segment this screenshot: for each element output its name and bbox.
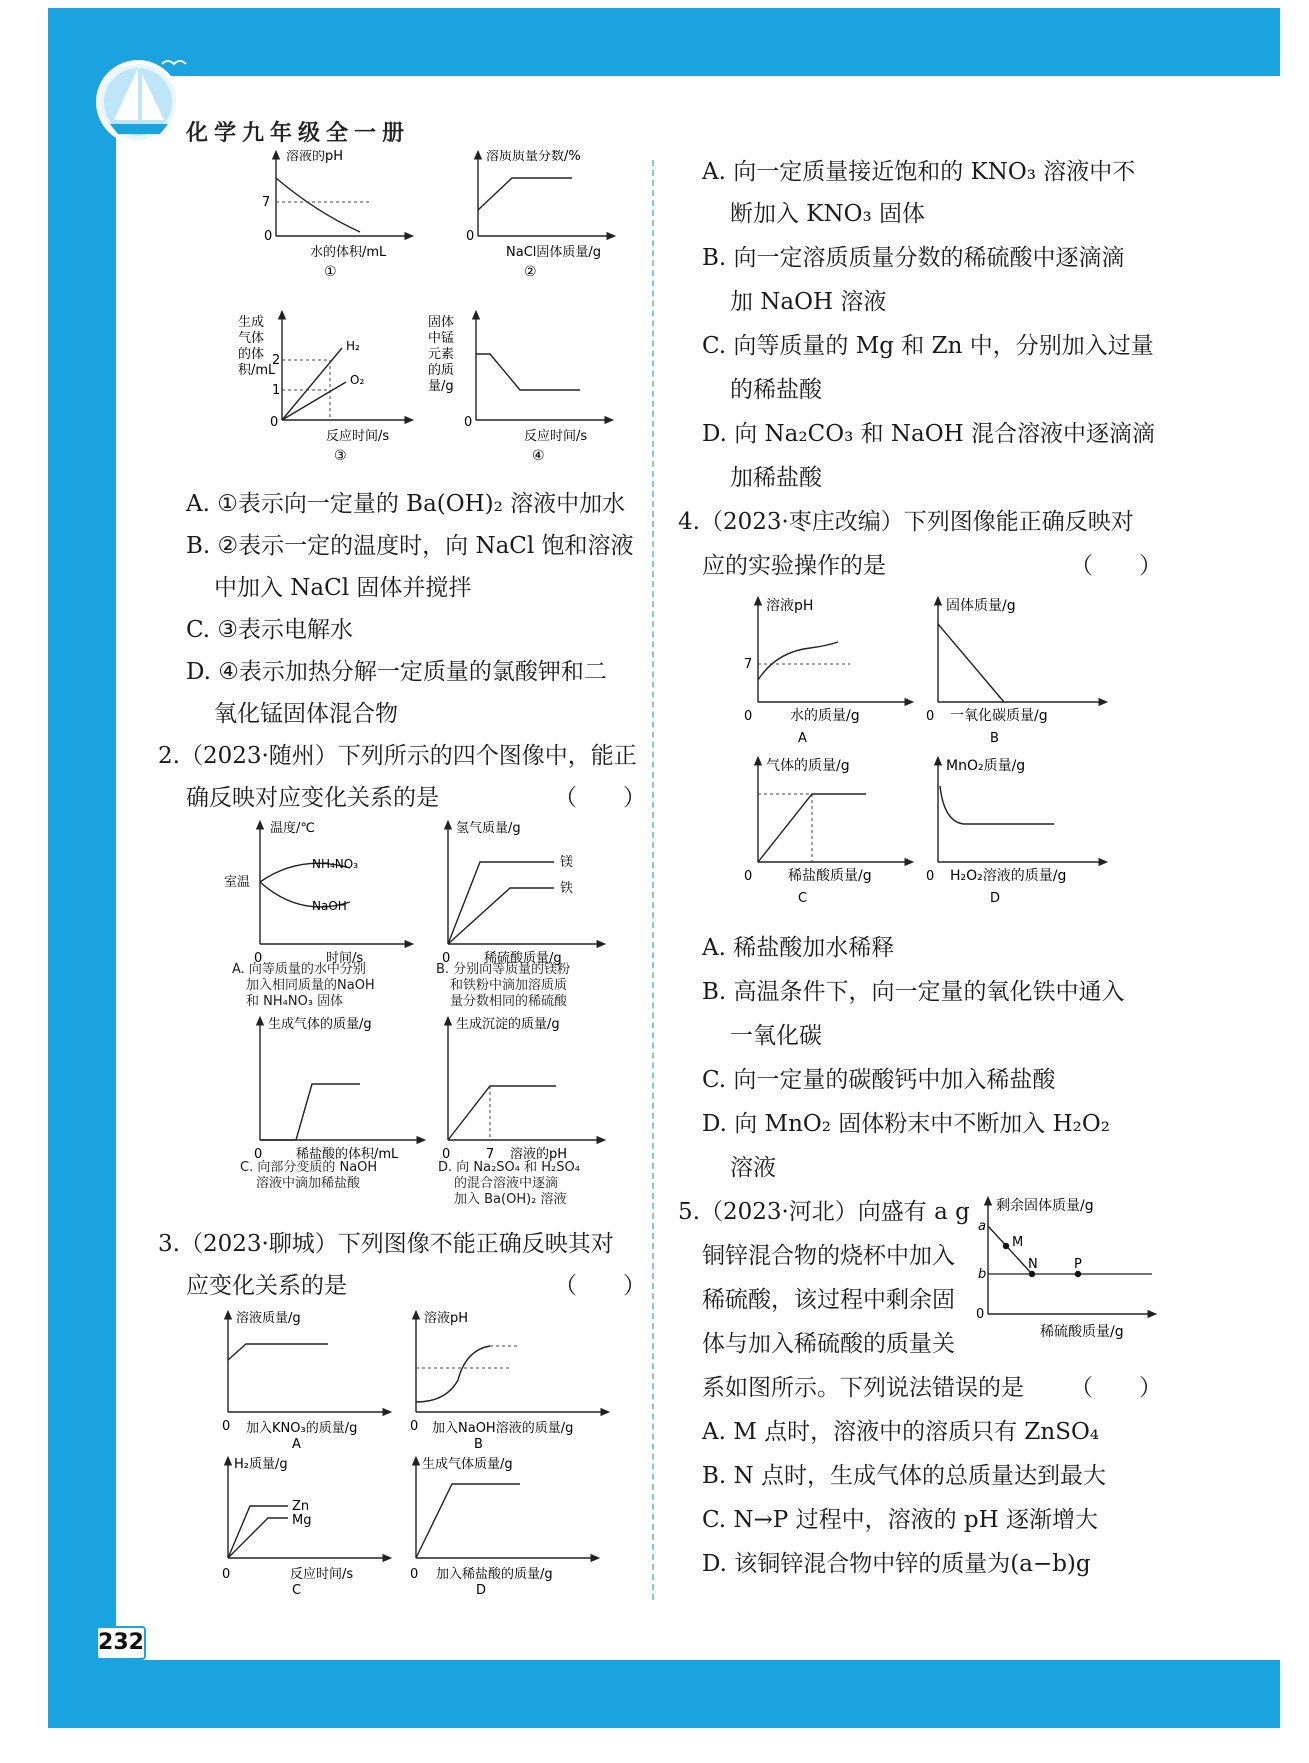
q3cd-origin: 0	[410, 1567, 419, 1582]
q5-option-a: A. M 点时，溶液中的溶质只有 ZnSO₄	[702, 1419, 1100, 1445]
q2cb-xlabel: 稀硫酸质量/g	[484, 951, 562, 966]
q2cd-caption-1: D. 向 Na₂SO₄ 和 H₂SO₄	[438, 1160, 580, 1175]
q2ca-caption-1: A. 向等质量的水中分别	[232, 962, 366, 977]
q2cb-ylabel: 氢气质量/g	[456, 821, 521, 836]
q3cd-letter: D	[476, 1583, 487, 1594]
q5-option-d: D. 该铜锌混合物中锌的质量为(a−b)g	[702, 1551, 1091, 1577]
q1-option-a: A. ①表示向一定量的 Ba(OH)₂ 溶液中加水	[186, 491, 626, 517]
q2ca-caption-3: 和 NH₄NO₃ 固体	[246, 994, 344, 1009]
q4-option-b-line2: 一氧化碳	[730, 1023, 822, 1049]
q5c-origin: 0	[976, 1307, 985, 1322]
q4-stem-line2: 应的实验操作的是	[702, 553, 886, 579]
q1c4-ylabel-3: 元素	[428, 347, 455, 362]
q5-stem-line1: 5.（2023·河北）向盛有 a g	[678, 1199, 970, 1225]
q5c-label-n: N	[1028, 1257, 1038, 1272]
q2ca-ref: 室温	[224, 875, 251, 890]
q1-option-c: C. ③表示电解水	[186, 617, 354, 643]
q1c4-origin: 0	[464, 415, 473, 430]
q5-option-b: B. N 点时，生成气体的总质量达到最大	[702, 1463, 1106, 1489]
q1-chart-3	[230, 310, 420, 470]
q5-stem-line3: 稀硫酸，该过程中剩余固	[702, 1287, 955, 1313]
q2cb-caption-1: B. 分别向等质量的镁粉	[436, 962, 571, 977]
column-divider	[652, 160, 654, 1600]
q4-option-d-line1: D. 向 MnO₂ 固体粉末中不断加入 H₂O₂	[702, 1111, 1110, 1137]
q3ca-origin: 0	[222, 1419, 231, 1434]
sailboat-logo-icon	[92, 50, 192, 150]
q3cc-series-zn: Zn	[292, 1499, 310, 1514]
q4ca-ylabel: 溶液pH	[766, 598, 814, 614]
q1c4-ylabel-5: 量/g	[428, 379, 454, 394]
q2cd-tick-7: 7	[486, 1147, 495, 1162]
q4cd-ylabel: MnO₂质量/g	[946, 758, 1026, 774]
q4ca-letter: A	[798, 731, 807, 746]
q3-chart-d	[406, 1454, 626, 1594]
q4cc-xlabel: 稀盐酸质量/g	[788, 868, 872, 884]
q3-option-d-line2: 加稀盐酸	[730, 465, 822, 491]
q5-stem-line5: 系如图所示。下列说法错误的是	[702, 1375, 1024, 1401]
q3-option-c-line1: C. 向等质量的 Mg 和 Zn 中，分别加入过量	[702, 333, 1154, 359]
q1c4-xlabel: 反应时间/s	[524, 429, 588, 444]
q4-option-c: C. 向一定量的碳酸钙中加入稀盐酸	[702, 1067, 1056, 1093]
q3cd-xlabel: 加入稀盐酸的质量/g	[436, 1567, 553, 1582]
q1c1-origin: 0	[264, 229, 273, 244]
q4-option-d-line2: 溶液	[730, 1155, 776, 1181]
q1c2-ylabel: 溶质质量分数/%	[486, 150, 581, 164]
q2cb-caption-3: 量分数相同的稀硫酸	[450, 994, 568, 1009]
left-banner	[48, 8, 116, 1728]
q3cb-ylabel: 溶液pH	[424, 1311, 469, 1326]
q3-option-a-line2: 断加入 KNO₃ 固体	[730, 201, 926, 227]
q1c4-number: ④	[532, 448, 545, 464]
q1c1-ylabel: 溶液的pH	[286, 150, 344, 164]
q1c4-ylabel-1: 固体	[428, 315, 455, 330]
q4-option-a: A. 稀盐酸加水稀释	[702, 935, 895, 961]
q4cb-letter: B	[990, 731, 999, 746]
q2cb-series-mg: 镁	[560, 855, 574, 870]
q2ca-series-2: NaOH	[312, 899, 347, 913]
q1-option-b-line2: 中加入 NaCl 固体并搅拌	[214, 575, 472, 601]
q4-option-b-line1: B. 高温条件下，向一定量的氧化铁中通入	[702, 979, 1125, 1005]
q2cd-ylabel: 生成沉淀的质量/g	[456, 1017, 560, 1032]
q2cc-xlabel: 稀盐酸的体积/mL	[296, 1147, 399, 1162]
q1c2-xlabel: NaCl固体质量/g	[506, 245, 602, 260]
q1c3-series-h2: H₂	[346, 339, 360, 353]
q1c3-tick-2: 2	[272, 353, 281, 368]
page-number: 232	[96, 1626, 146, 1660]
q4cc-ylabel: 气体的质量/g	[766, 758, 850, 774]
q3-option-a-line1: A. 向一定质量接近饱和的 KNO₃ 溶液中不	[702, 159, 1136, 185]
q5c-tick-a: a	[978, 1219, 986, 1234]
q1c1-number: ①	[324, 264, 337, 280]
q2cc-caption-1: C. 向部分变质的 NaOH	[240, 1160, 378, 1175]
q4ca-tick-7: 7	[744, 657, 753, 672]
q2-stem-line2: 确反映对应变化关系的是	[186, 785, 439, 811]
q2-chart-b	[432, 820, 632, 970]
q3-answer-blank[interactable]: （ ）	[554, 1273, 646, 1299]
q1c4-ylabel-2: 中锰	[428, 331, 455, 346]
q3-option-b-line1: B. 向一定溶质质量分数的稀硫酸中逐滴滴	[702, 245, 1125, 271]
q5-option-c: C. N→P 过程中，溶液的 pH 逐渐增大	[702, 1507, 1098, 1533]
q2ca-series-1: NH₄NO₃	[312, 857, 359, 871]
q5c-ylabel: 剩余固体质量/g	[996, 1198, 1094, 1214]
q1c3-origin: 0	[270, 415, 279, 430]
q2cd-caption-3: 加入 Ba(OH)₂ 溶液	[454, 1192, 567, 1207]
q3ca-letter: A	[292, 1437, 301, 1450]
q2-chart-d	[432, 1016, 632, 1166]
q1-option-d-line1: D. ④表示加热分解一定质量的氯酸钾和二	[186, 659, 607, 685]
q4-stem-line1: 4.（2023·枣庄改编）下列图像能正确反映对	[678, 509, 1134, 535]
q2-stem-line1: 2.（2023·随州）下列所示的四个图像中，能正	[158, 743, 637, 769]
q4cc-letter: C	[798, 891, 808, 906]
q1c3-tick-1: 1	[272, 383, 281, 398]
q1c3-series-o2: O₂	[350, 373, 365, 387]
q1c2-origin: 0	[466, 229, 475, 244]
q2ca-origin: 0	[254, 951, 263, 966]
q3-option-c-line2: 的稀盐酸	[730, 377, 822, 403]
q1c3-ylabel-3: 的体	[238, 347, 265, 362]
q4-chart-a	[730, 596, 920, 746]
q2-answer-blank[interactable]: （ ）	[554, 785, 646, 811]
q1-chart-2	[432, 150, 622, 290]
q2ca-caption-2: 加入相同质量的NaOH	[246, 978, 375, 993]
q1-option-b-line1: B. ②表示一定的温度时，向 NaCl 饱和溶液	[186, 533, 634, 559]
q1c3-ylabel-2: 气体	[238, 331, 265, 346]
q2cd-xlabel: 溶液的pH	[510, 1147, 568, 1162]
q2-chart-c	[232, 1016, 432, 1166]
q2cd-origin: 0	[442, 1147, 451, 1162]
q3cb-origin: 0	[410, 1419, 419, 1434]
q3ca-ylabel: 溶液质量/g	[236, 1311, 301, 1326]
q1c1-xlabel: 水的体积/mL	[310, 245, 387, 260]
q1c1-tick-7: 7	[262, 195, 271, 210]
q1c3-number: ③	[334, 448, 347, 464]
q5c-label-p: P	[1074, 1257, 1082, 1272]
q2cb-caption-2: 和铁粉中滴加溶质质	[450, 978, 568, 993]
q1-option-d-line2: 氧化锰固体混合物	[214, 701, 398, 727]
q4ca-origin: 0	[744, 709, 753, 724]
q3cc-xlabel: 反应时间/s	[290, 1567, 354, 1582]
q3-chart-c	[218, 1454, 418, 1594]
q3cb-xlabel: 加入NaOH溶液的质量/g	[432, 1421, 574, 1436]
q5-stem-line4: 体与加入稀硫酸的质量关	[702, 1331, 955, 1357]
q3cc-ylabel: H₂质量/g	[234, 1457, 288, 1472]
book-title: 化学九年级全一册	[186, 121, 411, 146]
q2cc-ylabel: 生成气体的质量/g	[268, 1017, 372, 1032]
top-banner	[48, 8, 1280, 76]
q3ca-xlabel: 加入KNO₃的质量/g	[246, 1421, 358, 1436]
q4-answer-blank[interactable]: （ ）	[1070, 553, 1162, 579]
q1-chart-1	[230, 150, 420, 290]
q3-chart-b	[406, 1310, 626, 1450]
q3cb-letter: B	[474, 1437, 483, 1450]
q3-option-b-line2: 加 NaOH 溶液	[730, 289, 887, 315]
q2ca-xlabel: 时间/s	[326, 951, 364, 966]
q4-chart-c	[730, 756, 920, 906]
q5-point-m	[1003, 1243, 1009, 1249]
q5c-label-m: M	[1012, 1235, 1024, 1250]
q2cc-caption-2: 溶液中滴加稀盐酸	[256, 1176, 361, 1191]
q4ca-xlabel: 水的质量/g	[790, 708, 860, 724]
bottom-banner	[48, 1660, 1280, 1728]
q2ca-ylabel: 温度/℃	[270, 821, 315, 836]
q1c3-xlabel: 反应时间/s	[326, 429, 390, 444]
q2cb-series-fe: 铁	[560, 881, 574, 896]
q4-chart-b	[924, 596, 1124, 746]
q3-stem-line2: 应变化关系的是	[186, 1273, 347, 1299]
q4cb-origin: 0	[926, 709, 935, 724]
q5c-xlabel: 稀硫酸质量/g	[1040, 1324, 1124, 1340]
q2cc-origin: 0	[254, 1147, 263, 1162]
q2cb-origin: 0	[442, 951, 451, 966]
q4-chart-d	[924, 756, 1134, 906]
q5-chart	[968, 1196, 1158, 1346]
q4cd-letter: D	[990, 891, 1001, 906]
q5-answer-blank[interactable]: （ ）	[1070, 1375, 1162, 1401]
q5c-tick-b: b	[978, 1267, 987, 1282]
q1c4-ylabel-4: 的质	[428, 363, 455, 378]
q4cd-xlabel: H₂O₂溶液的质量/g	[950, 868, 1067, 884]
q3cc-series-mg: Mg	[292, 1513, 312, 1528]
q1c2-number: ②	[524, 264, 537, 280]
q4cb-ylabel: 固体质量/g	[946, 598, 1016, 614]
q4cb-xlabel: 一氧化碳质量/g	[950, 708, 1048, 724]
q3-option-d-line1: D. 向 Na₂CO₃ 和 NaOH 混合溶液中逐滴滴	[702, 421, 1155, 447]
q3-chart-a	[218, 1310, 418, 1450]
q2cd-caption-2: 的混合溶液中逐滴	[454, 1176, 559, 1191]
q2-chart-a	[220, 820, 420, 970]
q1-chart-4	[420, 310, 620, 470]
q3cc-letter: C	[292, 1583, 302, 1594]
q3cc-origin: 0	[222, 1567, 231, 1582]
q1c3-ylabel-4: 积/mL	[238, 363, 276, 378]
q4cc-origin: 0	[744, 869, 753, 884]
q3-stem-line1: 3.（2023·聊城）下列图像不能正确反映其对	[158, 1231, 614, 1257]
q1c3-ylabel-1: 生成	[238, 315, 265, 330]
q5-stem-line2: 铜锌混合物的烧杯中加入	[702, 1243, 955, 1269]
q3cd-ylabel: 生成气体质量/g	[422, 1457, 513, 1472]
q4cd-origin: 0	[926, 869, 935, 884]
